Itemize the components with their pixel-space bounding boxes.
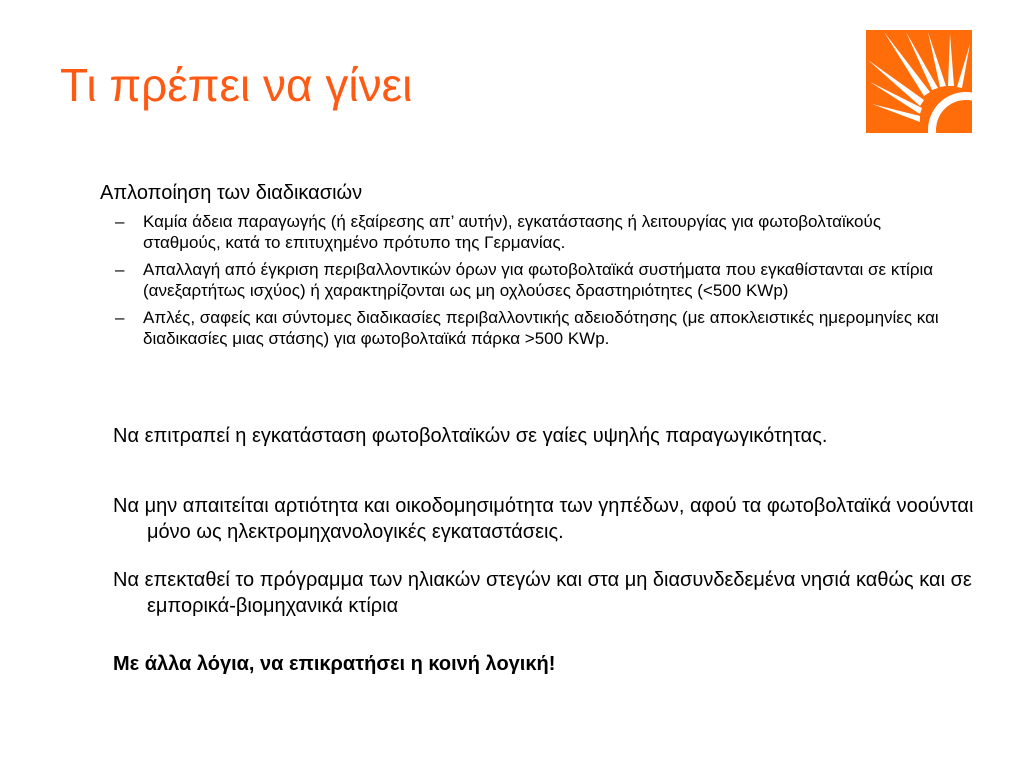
list-item-text: Απλές, σαφείς και σύντομες διαδικασίες περιβαλλοντικής αδειοδότησης (με αποκλειστικές ημερομηνίες και διαδικασίες μιας στάσης) για φωτοβολταϊκά πάρκα >500 KWp. [143,308,939,348]
point-paragraph: Να μην απαιτείται αρτιότητα και οικοδομησιμότητα των γηπέδων, αφού τα φωτοβολταϊκά νοούνται μόνο ως ηλεκτρομηχανολογικές εγκαταστάσεις. [113,495,974,543]
list-item-text: Απαλλαγή από έγκριση περιβαλλοντικών όρων για φωτοβολταϊκά συστήματα που εγκαθίστανται σε κτίρια (ανεξαρτήτως ισχύος) ή χαρακτηρίζονται ως μη οχλούσες δραστηριότητες (<500 KWp) [143,260,934,300]
list-dash: – [115,308,125,327]
list-item-text: Καμία άδεια παραγωγής (ή εξαίρεσης απ’ αυτήν), εγκατάστασης ή λειτουργίας για φωτοβολταϊκούς σταθμούς, κατά το επιτυχημένο πρότυπο της Γερμανίας. [143,212,882,252]
list-item [115,259,945,301]
sub-item-list [115,211,945,355]
list-dash: – [115,260,125,279]
list-item [115,307,945,349]
sun-logo-icon [866,30,972,133]
slide-title: Τι πρέπει να γίνει [60,59,413,111]
conclusion-text: Με άλλα λόγια, να επικρατήσει η κοινή λογική! [113,653,556,675]
list-item [115,211,945,253]
list-dash: – [115,212,125,231]
point-paragraph: Να επεκταθεί το πρόγραμμα των ηλιακών στεγών και στα μη διασυνδεδεμένα νησιά καθώς και σε εμπορικά-βιομηχανικά κτίρια [113,569,972,617]
section-heading: Απλοποίηση των διαδικασιών [100,182,363,204]
point-paragraph: Να επιτραπεί η εγκατάσταση φωτοβολταϊκών σε γαίες υψηλής παραγωγικότητας. [113,425,828,447]
